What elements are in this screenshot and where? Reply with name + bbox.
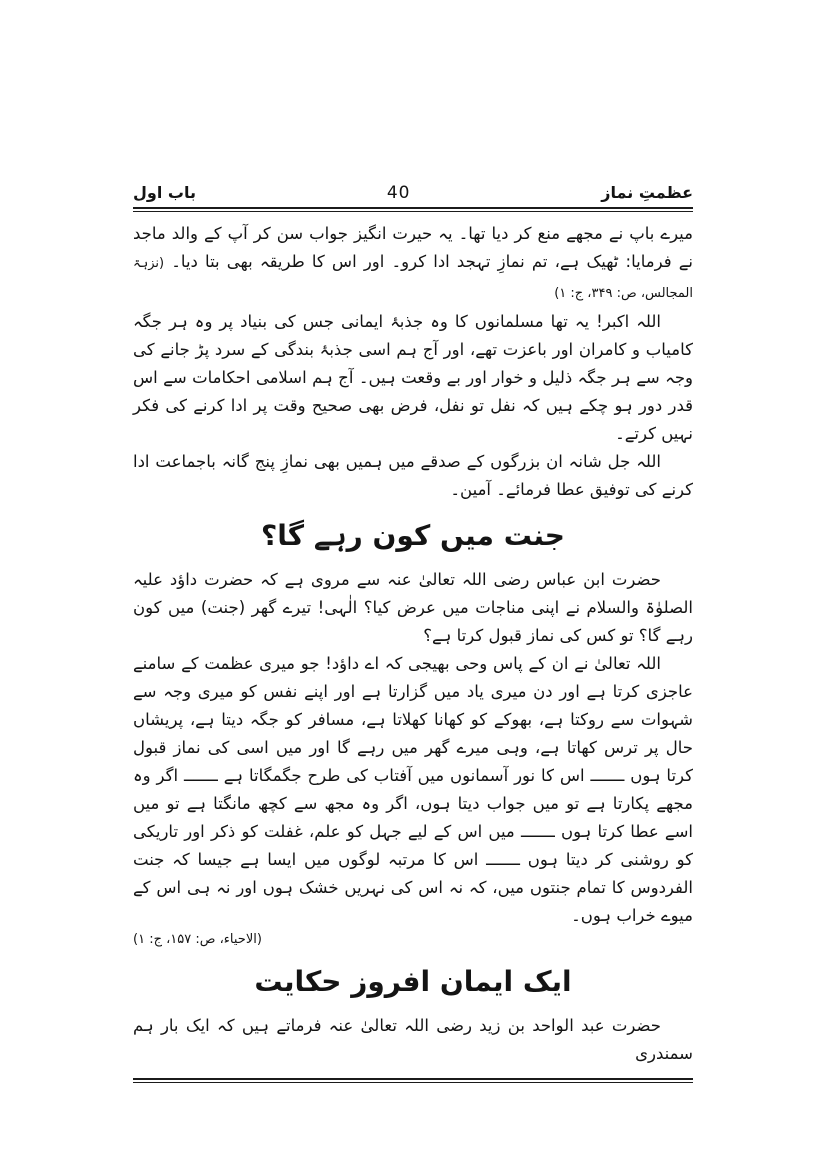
- page-number: 40: [386, 183, 411, 203]
- header-rule: [133, 207, 693, 212]
- footer-rule: [133, 1078, 693, 1083]
- running-header: [133, 182, 693, 204]
- paragraph-wahi-to-dawud: اللہ تعالیٰ نے ان کے پاس وحی بھیجی کہ اے داؤد! جو میری عظمت کے سامنے عاجزی کرتا ہے اور دن میری یاد میں گزارتا ہے اور اپنے نفس کو میری وجہ سے شہوات سے روکتا ہے، بھوکے کو کھانا کھلاتا ہے، مسافر کو جگہ دیتا ہے، پریشاں حال پر ترس کھاتا ہے، وہی میرے گھر میں رہے گا اور میں اسی کی نماز قبول کرتا ہوں ـــــــ اس کا نور آسمانوں میں آفتاب کی طرح جگمگاتا ہے ـــــــ اگر وہ مجھے پکارتا ہے تو میں جواب دیتا ہوں، اگر وہ مجھ سے کچھ مانگتا ہے تو میں اسے عطا کرتا ہوں ـــــــ میں اس کے لیے جہل کو علم، غفلت کو ذکر اور تاریکی کو روشنی کر دیتا ہوں ـــــــ اس کا مرتبہ لوگوں میں ایسا ہے جیسا کہ جنت الفردوس کا تمام جنتوں میں، کہ نہ اس کی نہریں خشک ہوں اور نہ ہی اس کے میوے خراب ہوں۔: [133, 654, 693, 925]
- paragraph-continuation: [133, 220, 693, 308]
- paragraph-dua-ameen: اللہ جل شانہ ان بزرگوں کے صدقے میں ہمیں بھی نمازِ پنج گانہ باجماعت ادا کرنے کی توفیق عطا فرمائے۔ آمین۔: [133, 452, 693, 499]
- section-heading-jannat: جنت میں کون رہے گا؟: [261, 519, 565, 552]
- paragraph-allahu-akbar: اللہ اکبر! یہ تھا مسلمانوں کا وہ جذبۂ ایمانی جس کی بنیاد پر وہ ہر جگہ کامیاب و کامران اور باعزت تھے، اور آج ہم اسی جذبۂ بندگی کے سرد پڑ جانے کی وجہ سے ہر جگہ ذلیل و خوار اور بے وقعت ہیں۔ آج ہم اسلامی احکامات سے اس قدر دور ہو چکے ہیں کہ نفل تو نفل، فرض بھی صحیح وقت پر ادا کرنے کی فکر نہیں کرتے۔: [133, 312, 693, 443]
- paragraph-abdul-wahid: حضرت عبد الواحد بن زید رضی اللہ تعالیٰ عنہ فرماتے ہیں کہ ایک بار ہم سمندری: [133, 1016, 693, 1063]
- section-heading-hikayat: ایک ایمان افروز حکایت: [254, 965, 572, 998]
- page-body: [133, 220, 693, 1068]
- citation-nuzhatul-majalis: (نزہۃ المجالس، ص: ۳۴۹، ج: ۱): [133, 256, 693, 301]
- paragraph-continuation-text: میرے باپ نے مجھے منع کر دیا تھا۔ یہ حیرت انگیز جواب سن کر آپ کے والد ماجد نے فرمایا: ٹھیک ہے، تم نمازِ تہجد ادا کرو۔ اور اس کا طریقہ بھی بتا دیا۔: [133, 224, 693, 271]
- running-title-book: عظمتِ نماز: [601, 183, 693, 202]
- citation-al-ihya: (الاحیاء، ص: ۱۵۷، ج: ۱): [133, 932, 262, 947]
- paragraph-ibn-abbas-narration: حضرت ابن عباس رضی اللہ تعالیٰ عنہ سے مروی ہے کہ حضرت داؤد علیہ الصلوٰۃ والسلام نے اپنی مناجات میں عرض کیا؟ الٰہی! تیرے گھر (جنت) میں کون رہے گا؟ تو کس کی نماز قبول کرتا ہے؟: [133, 570, 693, 645]
- page-content: [133, 0, 693, 1083]
- running-title-chapter: باب اول: [133, 183, 196, 202]
